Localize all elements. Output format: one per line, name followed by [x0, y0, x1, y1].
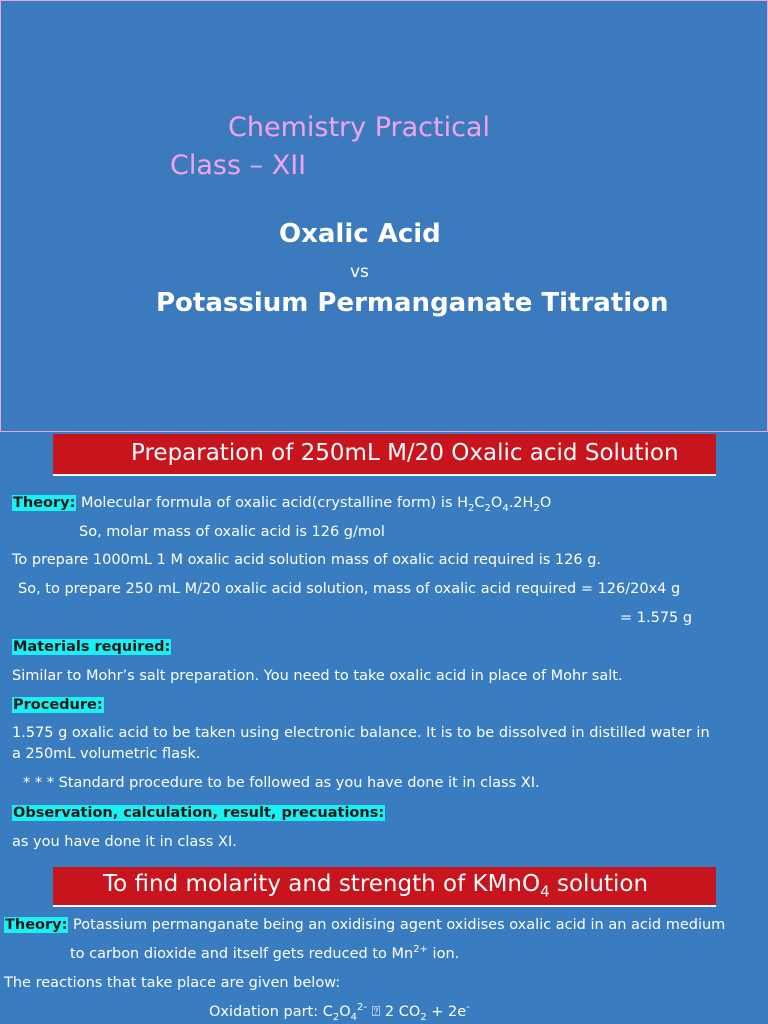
observation-label: Observation, calculation, result, precuations:	[13, 805, 385, 821]
prepare-250-line: So, to prepare 250 mL M/20 oxalic acid solution, mass of oxalic acid required = 126/20x4 g	[18, 581, 681, 597]
theory-line	[12, 494, 551, 512]
procedure-line	[12, 696, 104, 714]
result-line: = 1.575 g	[620, 610, 693, 626]
materials-label: Materials required:	[13, 639, 171, 655]
observation-text: as you have done it in class XI.	[12, 834, 237, 850]
procedure-text-2: a 250mL volumetric flask.	[12, 746, 201, 762]
section1-heading: Preparation of 250mL M/20 Oxalic acid Solution	[53, 434, 716, 476]
molar-mass-line: So, molar mass of oxalic acid is 126 g/mol	[79, 524, 385, 540]
theory2-line	[4, 916, 725, 934]
reactions-intro: The reactions that take place are given below:	[4, 975, 341, 991]
materials-line	[12, 638, 171, 656]
title-slide	[0, 0, 768, 432]
prepare-1000-line: To prepare 1000mL 1 M oxalic acid solution mass of oxalic acid required is 126 g.	[12, 552, 602, 568]
theory2-text: Potassium permanganate being an oxidising agent oxidises oxalic acid in an acid medium	[68, 917, 726, 933]
procedure-text-1: 1.575 g oxalic acid to be taken using electronic balance. It is to be dissolved in distilled water in	[12, 725, 710, 741]
theory-text: Molecular formula of oxalic acid(crystalline form) is	[76, 495, 458, 511]
title-oxalic-acid: Oxalic Acid	[279, 219, 441, 249]
section2-heading: To find molarity and strength of KMnO$_4$ solution	[53, 867, 716, 907]
oxalic-formula: $H_2C_2O_4.2H_2O$	[457, 495, 552, 514]
title-titration: Potassium Permanganate Titration	[156, 288, 669, 318]
procedure-note: * * * Standard procedure to be followed as you have done it in class XI.	[23, 775, 540, 791]
materials-text: Similar to Mohr’s salt preparation. You need to take oxalic acid in place of Mohr salt.	[12, 668, 623, 684]
title-vs: vs	[350, 262, 369, 282]
theory-label: Theory:	[13, 495, 76, 511]
procedure-label: Procedure:	[13, 697, 103, 713]
oxidation-reaction: Oxidation part: $C_2O_4^{2-}$ ⍰ 2 $CO_2 + 2e^-$	[209, 1002, 470, 1023]
observation-line	[12, 804, 385, 822]
title-line-chemistry-practical: Chemistry Practical	[228, 112, 490, 143]
theory2-line2: to carbon dioxide and itself gets reduced to $Mn^{2+}$ ion.	[70, 944, 460, 962]
title-line-class: Class – XII	[170, 150, 307, 181]
theory2-label: Theory:	[5, 917, 68, 933]
